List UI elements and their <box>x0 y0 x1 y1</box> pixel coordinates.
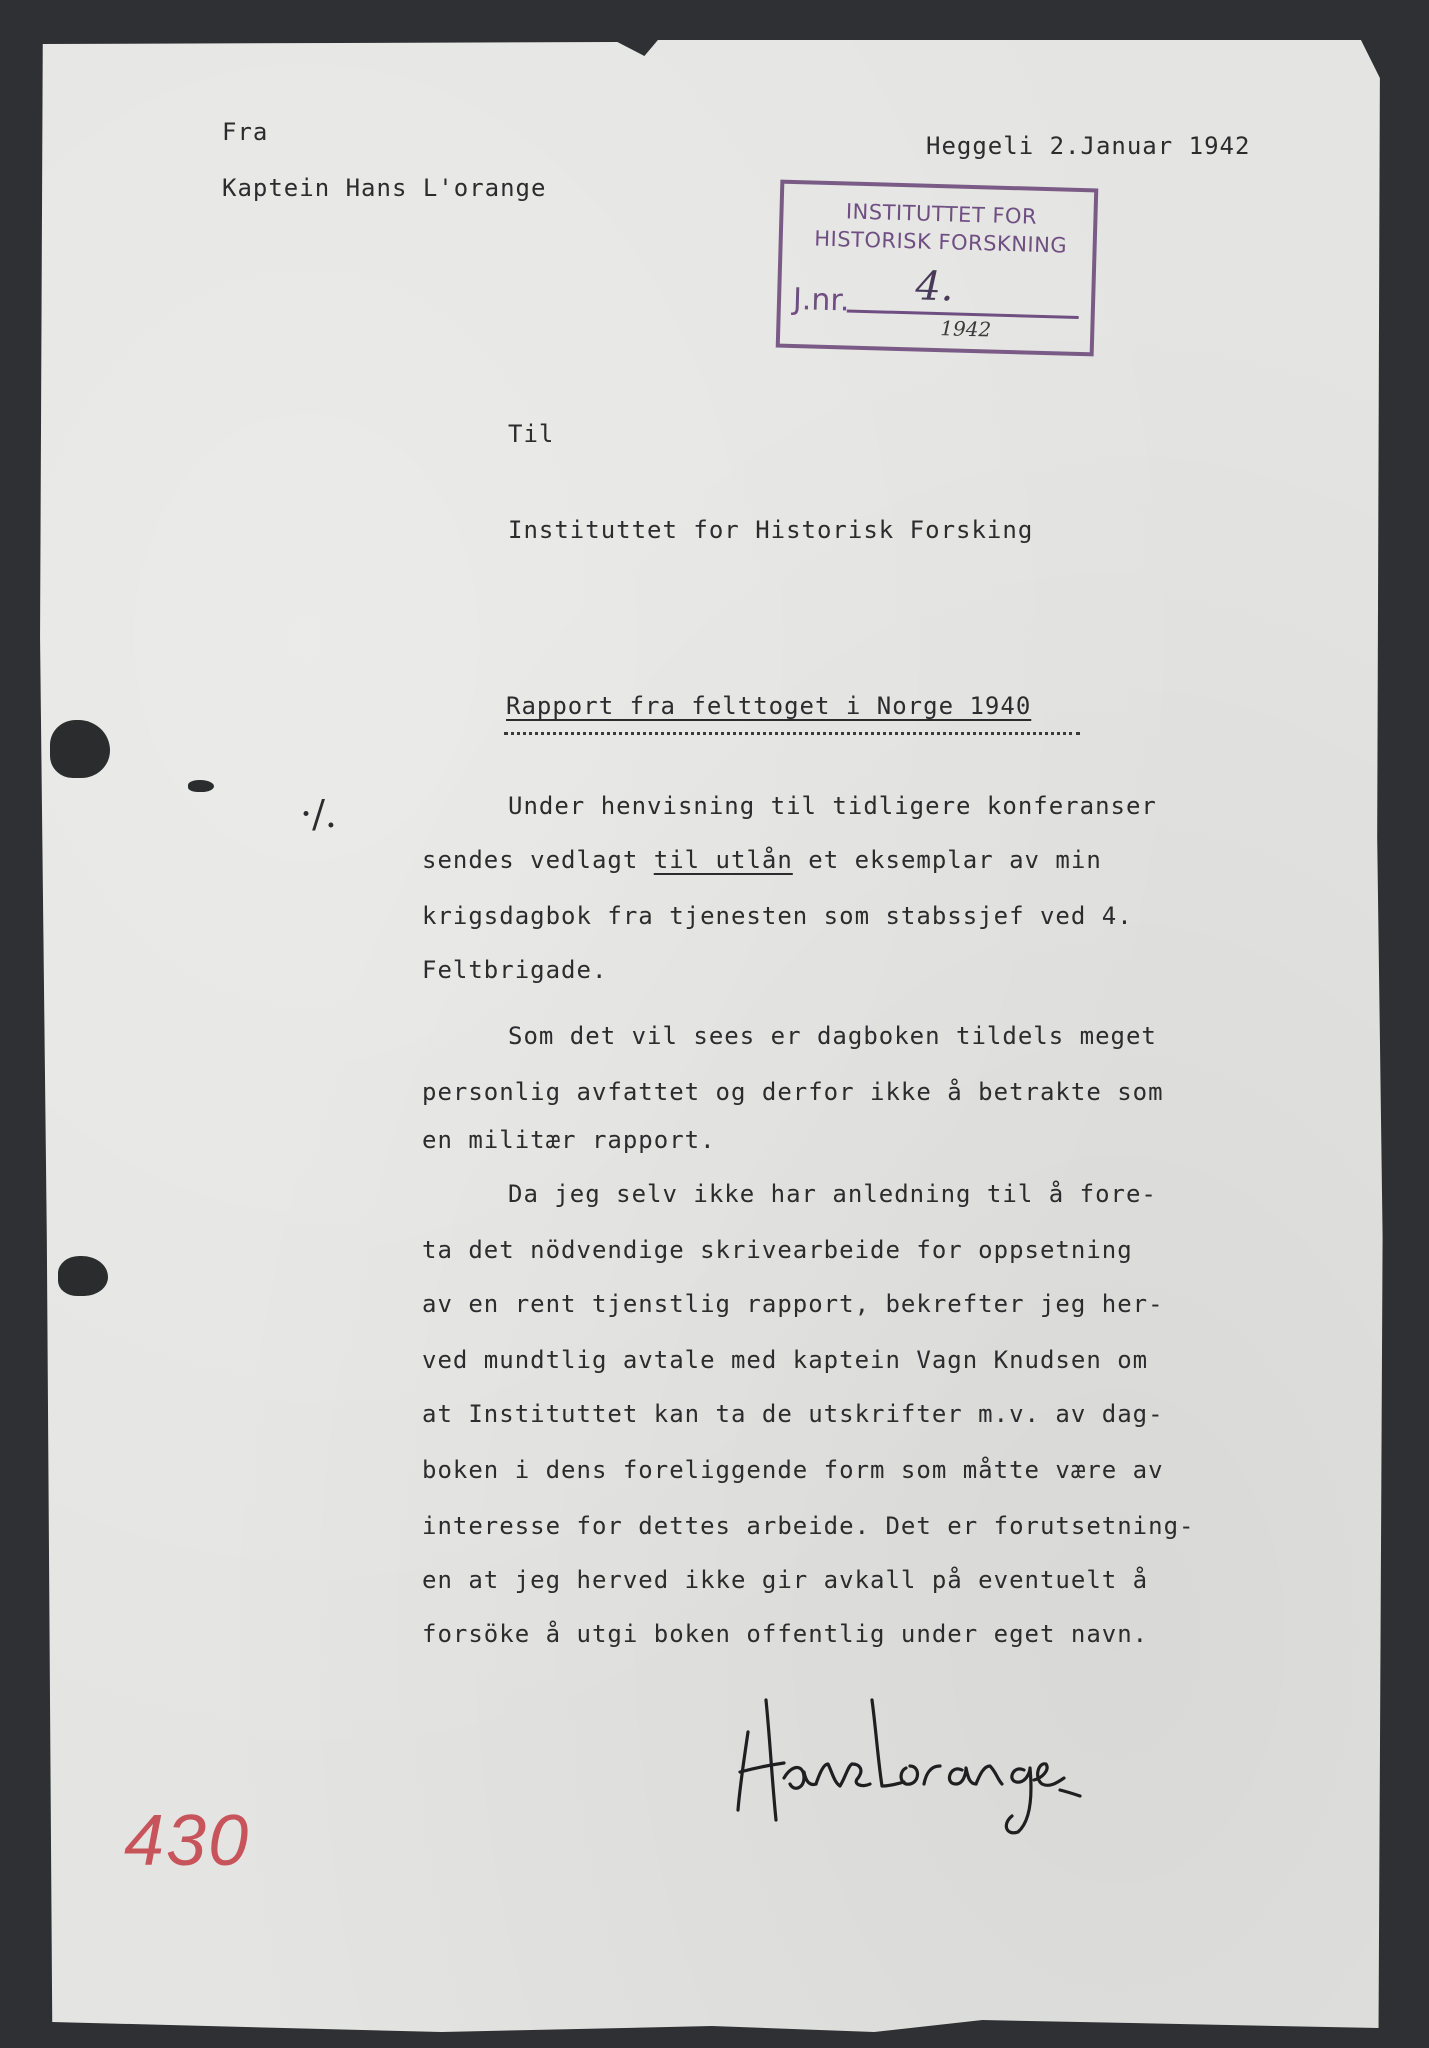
body-line: en at jeg herved ikke gir avkall på eventuelt å <box>422 1566 1149 1594</box>
loan-emphasis: til utlån <box>653 846 793 874</box>
body-line <box>422 846 1102 874</box>
subject-line: Rapport fra felttoget i Norge 1940 <box>506 692 1032 720</box>
place-date: Heggeli 2.Januar 1942 <box>926 132 1251 160</box>
archive-number: 430 <box>124 1801 251 1881</box>
body-line: Som det vil sees er dagboken tildels meget <box>508 1022 1157 1050</box>
body-line: at Instituttet kan ta de utskrifter m.v. av dag- <box>422 1400 1164 1428</box>
to-label: Til <box>508 420 555 448</box>
punch-hole-lower <box>58 1256 108 1296</box>
body-line: ved mundtlig avtale med kaptein Vagn Knudsen om <box>422 1346 1149 1374</box>
body-line: Da jeg selv ikke har anledning til å fore- <box>508 1180 1157 1208</box>
stamp-line-2: HISTORISK FORSKNING <box>813 226 1068 258</box>
stamp-journal-number: 4. <box>914 263 955 311</box>
institute-stamp <box>776 180 1099 357</box>
body-line: forsöke å utgi boken offentlig under eget navn. <box>422 1620 1149 1648</box>
recipient-name: Instituttet for Historisk Forsking <box>508 516 1034 544</box>
body-line: interesse for dettes arbeide. Det er forutsetning- <box>422 1512 1195 1540</box>
stamp-line-1: INSTITUTTET FOR <box>845 199 1038 229</box>
body-line: en militær rapport. <box>422 1126 716 1154</box>
body-line: personlig avfattet og derfor ikke å betrakte som <box>422 1078 1164 1106</box>
subject-dashed-underline <box>504 732 1080 735</box>
stamp-journal-label: J.nr. <box>792 282 851 319</box>
from-label: Fra <box>222 118 269 146</box>
enclosure-mark: ·/. <box>300 792 337 836</box>
body-line: av en rent tjenstlig rapport, bekrefter jeg her- <box>422 1290 1164 1318</box>
body-line: Under henvisning til tidligere konferanser <box>508 792 1157 820</box>
punch-hole-upper-tear <box>188 780 214 792</box>
sender-name: Kaptein Hans L'orange <box>222 174 547 202</box>
handwritten-signature <box>700 1660 1100 1840</box>
body-fragment: sendes vedlagt <box>422 846 654 874</box>
punch-hole-upper <box>50 720 110 778</box>
body-line: ta det nödvendige skrivearbeide for oppsetning <box>422 1236 1133 1264</box>
body-fragment: et eksemplar av min <box>792 846 1102 874</box>
body-line: Feltbrigade. <box>422 956 608 984</box>
body-line: krigsdagbok fra tjenesten som stabssjef ved 4. <box>422 902 1133 930</box>
body-line: boken i dens foreliggende form som måtte være av <box>422 1456 1164 1484</box>
stamp-year: 1942 <box>939 316 992 342</box>
